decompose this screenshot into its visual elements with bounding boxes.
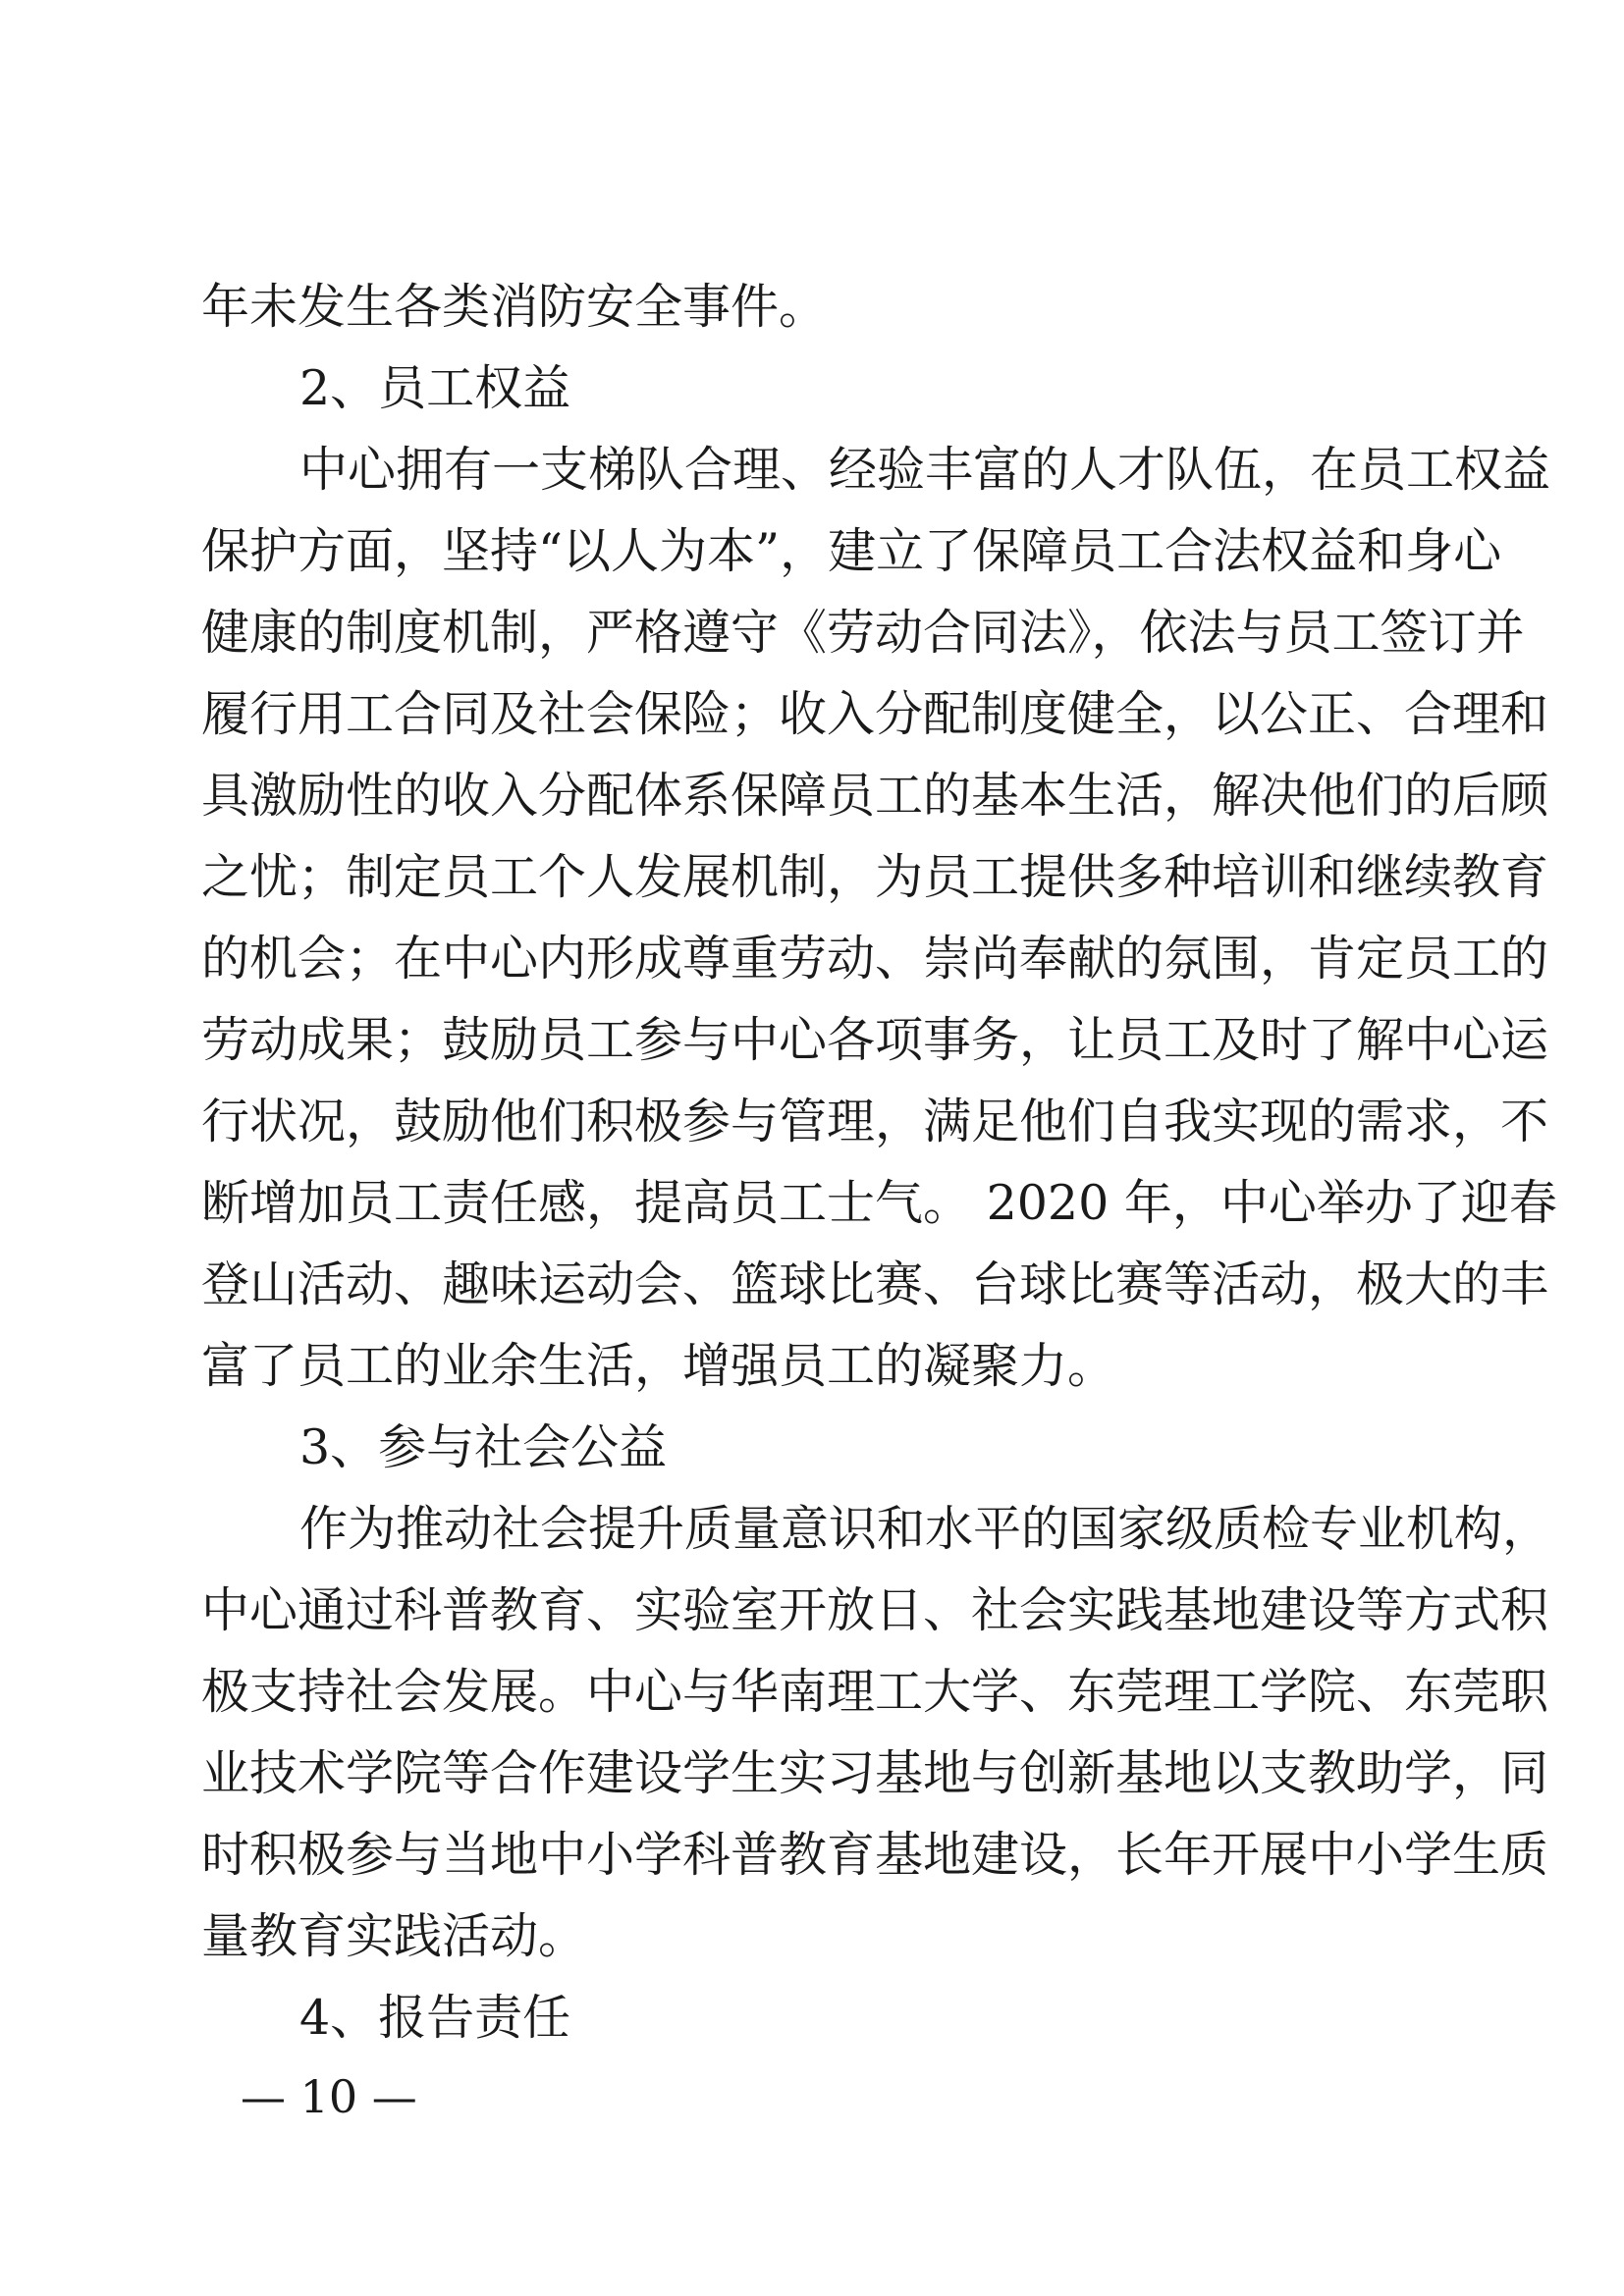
- paragraph-line: 履行用工合同及社会保险；收入分配制度健全，以公正、合理和: [201, 686, 1549, 742]
- page-number: — 10 —: [241, 2070, 417, 2123]
- paragraph-line: 保护方面，坚持“以人为本”，建立了保障员工合法权益和身心: [201, 523, 1502, 579]
- paragraph-line: 中心通过科普教育、实验室开放日、社会实践基地建设等方式积: [201, 1582, 1549, 1638]
- paragraph-line: 之忧；制定员工个人发展机制，为员工提供多种培训和继续教育: [201, 849, 1549, 905]
- section-heading-reporting-responsibility: 4、报告责任: [299, 1990, 571, 2046]
- paragraph-line: 断增加员工责任感，提高员工士气。 2020 年，中心举办了迎春: [201, 1175, 1557, 1231]
- paragraph-line: 登山活动、趣味运动会、篮球比赛、台球比赛等活动，极大的丰: [201, 1256, 1549, 1312]
- paragraph-line: 行状况，鼓励他们积极参与管理，满足他们自我实现的需求，不: [201, 1094, 1549, 1149]
- paragraph-line: 劳动成果；鼓励员工参与中心各项事务，让员工及时了解中心运: [201, 1012, 1549, 1068]
- paragraph-line: 的机会；在中心内形成尊重劳动、崇尚奉献的氛围，肯定员工的: [201, 931, 1549, 987]
- paragraph-line: 富了员工的业余生活，增强员工的凝聚力。: [201, 1338, 1116, 1394]
- paragraph-line: 健康的制度机制，严格遵守《劳动合同法》，依法与员工签订并: [201, 605, 1525, 661]
- paragraph-line: 作为推动社会提升质量意识和水平的国家级质检专业机构，: [299, 1501, 1551, 1557]
- paragraph-line: 极支持社会发展。中心与华南理工大学、东莞理工学院、东莞职: [201, 1664, 1549, 1720]
- paragraph-line: 中心拥有一支梯队合理、经验丰富的人才队伍，在员工权益: [299, 442, 1551, 498]
- paragraph-line: 年未发生各类消防安全事件。: [201, 279, 828, 335]
- paragraph-line: 时积极参与当地中小学科普教育基地建设，长年开展中小学生质: [201, 1827, 1549, 1883]
- section-heading-social-welfare: 3、参与社会公益: [299, 1419, 668, 1475]
- paragraph-line: 业技术学院等合作建设学生实习基地与创新基地以支教助学，同: [201, 1745, 1549, 1801]
- paragraph-line: 量教育实践活动。: [201, 1908, 587, 1964]
- section-heading-employee-rights: 2、员工权益: [299, 360, 571, 416]
- paragraph-line: 具激励性的收入分配体系保障员工的基本生活，解决他们的后顾: [201, 768, 1549, 824]
